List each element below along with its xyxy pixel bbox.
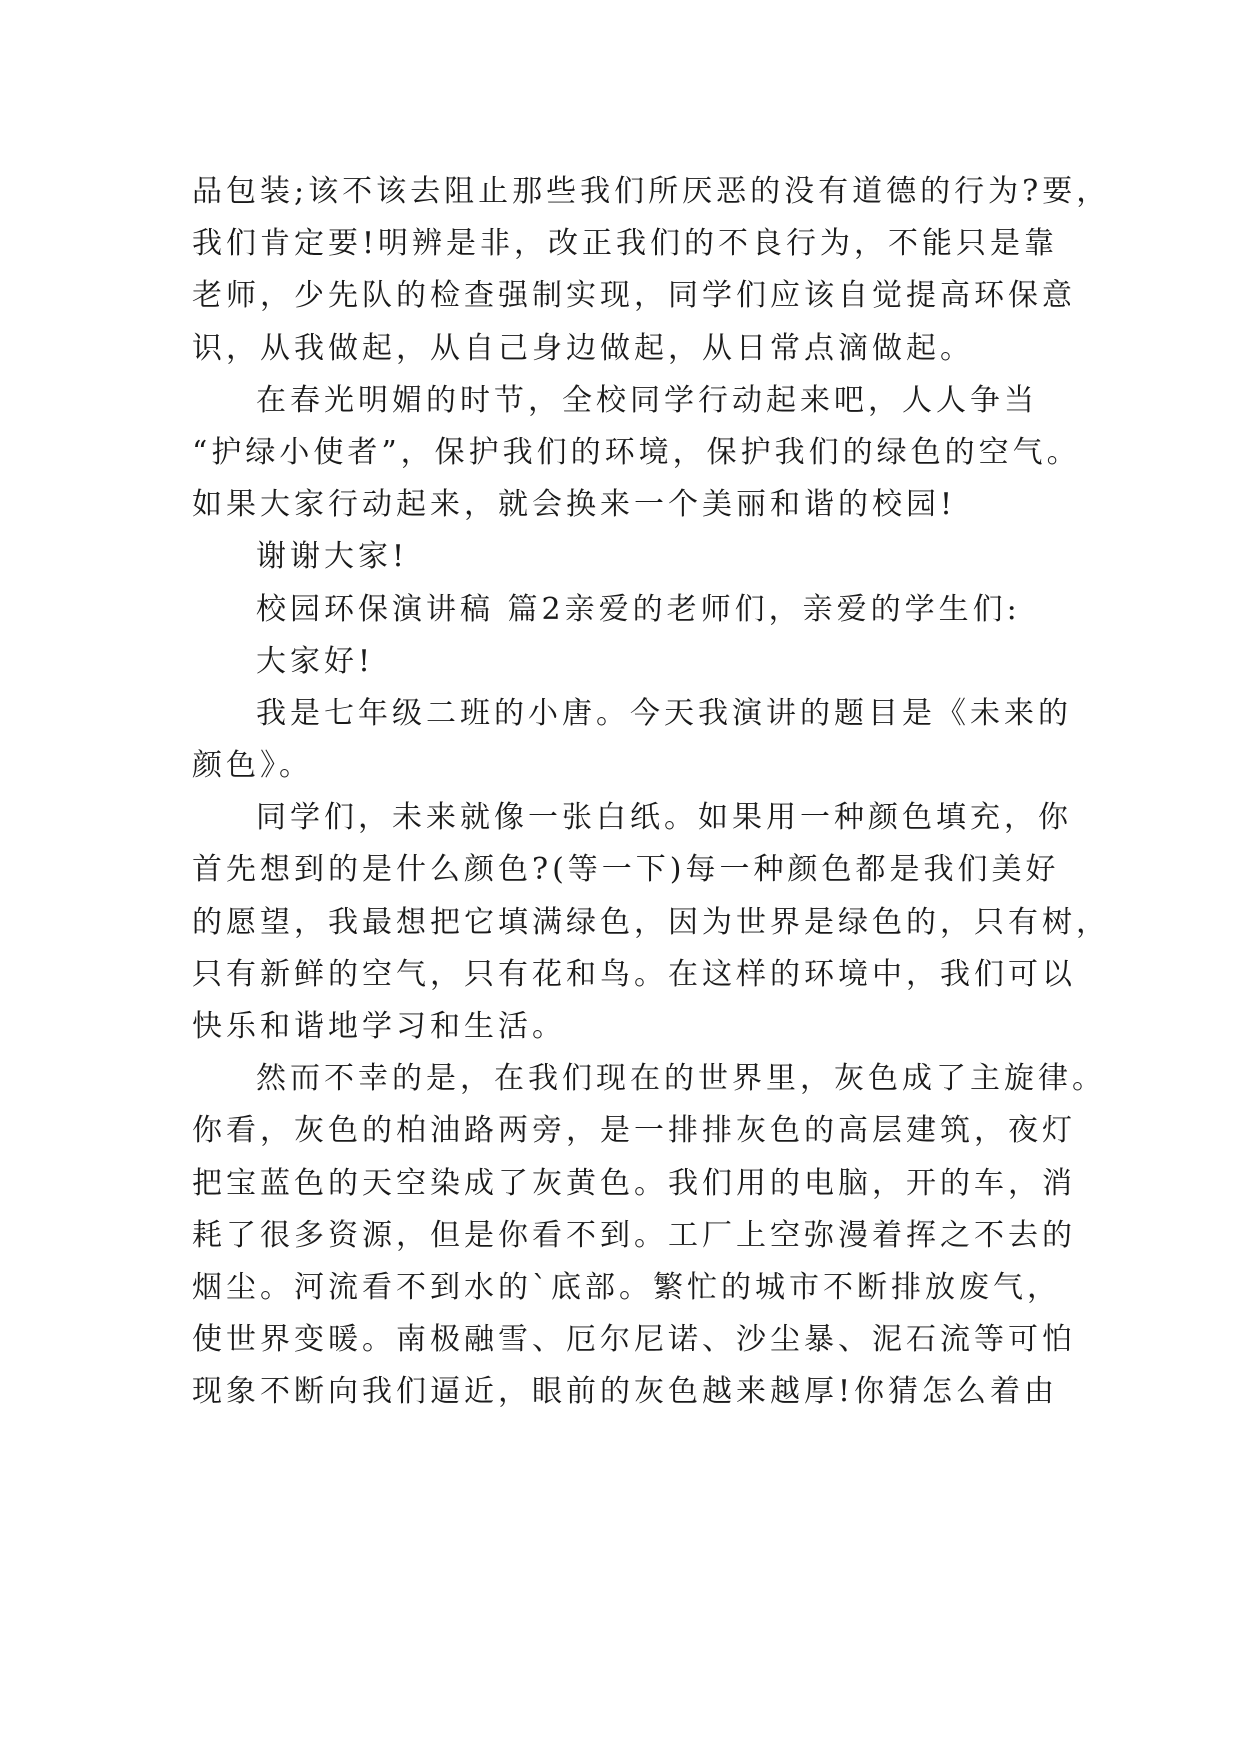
text-line: 谢谢大家!: [256, 539, 409, 575]
text-line: 颜色》。: [192, 748, 313, 784]
text-line: 快乐和谐地学习和生活。: [192, 1009, 566, 1044]
text-line: 的愿望，我最想把它填满绿色，因为世界是绿色的，只有树，: [192, 904, 1110, 940]
text-line: 同学们，未来就像一张白纸。如果用一种颜色填充，你: [256, 800, 1072, 836]
text-line: 现象不断向我们逼近，眼前的灰色越来越厚!你猜怎么着由: [192, 1374, 1059, 1410]
text-line: 我们肯定要!明辨是非，改正我们的不良行为，不能只是靠: [192, 226, 1059, 262]
text-line: 我是七年级二班的小唐。今天我演讲的题目是《未来的: [256, 695, 1072, 731]
text-line: 在春光明媚的时节，全校同学行动起来吧，人人争当: [256, 382, 1038, 418]
document-body: [192, 166, 1111, 1419]
text-line: 你看，灰色的柏油路两旁，是一排排灰色的高层建筑，夜灯: [192, 1113, 1076, 1149]
text-line: 首先想到的是什么颜色?(等一下)每一种颜色都是我们美好: [192, 852, 1060, 888]
text-line: 把宝蓝色的天空染成了灰黄色。我们用的电脑，开的车，消: [192, 1165, 1076, 1201]
text-line: “护绿小使者”，保护我们的环境，保护我们的绿色的空气。: [192, 434, 1081, 470]
text-line: 烟尘。河流看不到水的`底部。繁忙的城市不断排放废气，: [192, 1269, 1061, 1305]
text-line: 然而不幸的是，在我们现在的世界里，灰色成了主旋律。: [256, 1061, 1106, 1097]
text-line: 识，从我做起，从自己身边做起，从日常点滴做起。: [192, 330, 974, 366]
text-line: 使世界变暖。南极融雪、厄尔尼诺、沙尘暴、泥石流等可怕: [192, 1322, 1076, 1358]
section-heading-line: 校园环保演讲稿 篇2亲爱的老师们，亲爱的学生们:: [256, 591, 1021, 627]
text-line: 耗了很多资源，但是你看不到。工厂上空弥漫着挥之不去的: [192, 1217, 1076, 1253]
text-line: 只有新鲜的空气，只有花和鸟。在这样的环境中，我们可以: [192, 956, 1076, 992]
text-line: 大家好!: [256, 643, 375, 679]
text-line: 老师，少先队的检查强制实现，同学们应该自觉提高环保意: [192, 278, 1076, 314]
text-line: 如果大家行动起来，就会换来一个美丽和谐的校园!: [192, 487, 957, 523]
text-line: 品包装;该不该去阻止那些我们所厌恶的没有道德的行为?要，: [192, 174, 1111, 209]
